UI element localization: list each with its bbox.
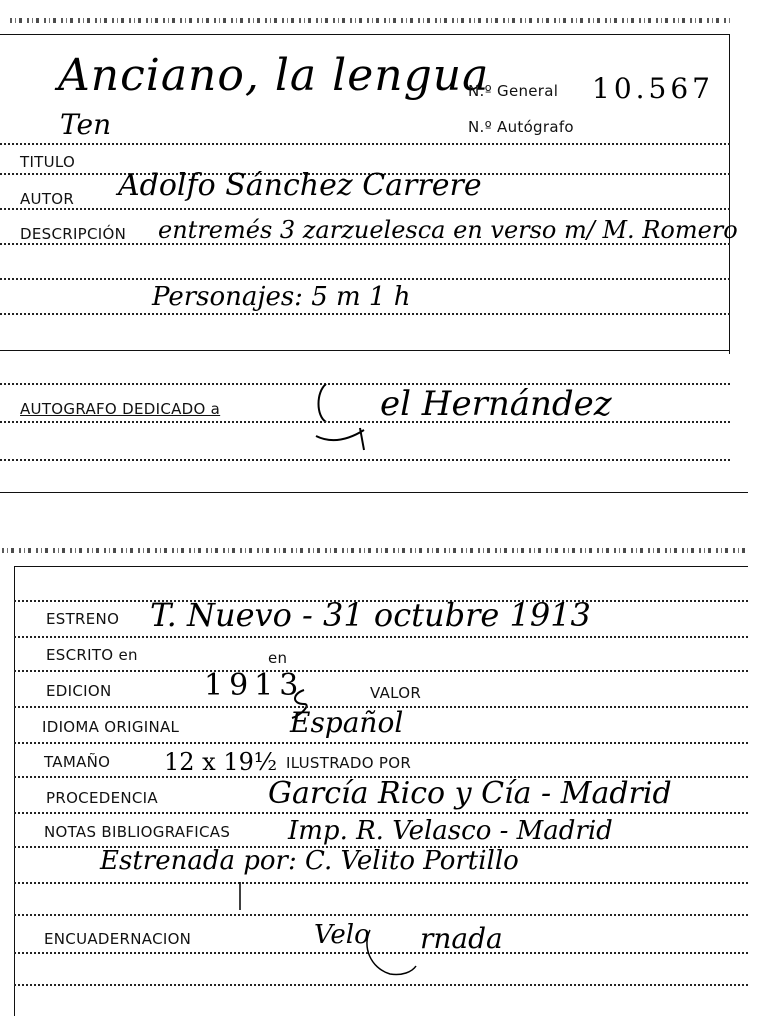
descripcion-value: entremés 3 zarzuelesca en verso m/ M. Romero [158, 216, 738, 244]
notas-value: Imp. R. Velasco - Madrid [288, 816, 613, 846]
rule [14, 882, 748, 884]
rule [0, 208, 730, 210]
handwritten-scribble [362, 922, 422, 980]
rule [14, 636, 748, 638]
autografo-number-label: N.º Autógrafo [468, 118, 574, 136]
idioma-value: Español [290, 706, 404, 739]
autor-value: Adolfo Sánchez Carrere [118, 168, 482, 203]
scan-edge-noise [10, 18, 730, 23]
escrito-en-label: en [268, 649, 288, 667]
edicion-label: EDICION [46, 682, 112, 700]
card-right-border [729, 34, 730, 354]
general-number-label: N.º General [468, 82, 559, 100]
edicion-value: 1913 [204, 668, 305, 703]
encuadernacion-label: ENCUADERNACION [44, 930, 192, 948]
rule [0, 278, 730, 280]
dedicado-value: el Hernández [380, 384, 612, 424]
catalog-card-top [0, 0, 759, 495]
card-left-border [14, 566, 15, 1016]
rule [14, 742, 748, 744]
rule [0, 459, 730, 461]
handwritten-title-continuation: Ten [60, 108, 112, 141]
general-number-value: 10.567 [592, 72, 714, 105]
rule [0, 350, 730, 351]
notas-value-line-2: Estrenada por: C. Velito Portillo [100, 846, 519, 876]
handwritten-scribble [312, 378, 372, 453]
idioma-label: IDIOMA ORIGINAL [42, 718, 180, 736]
encuadernacion-value: Velo [314, 920, 370, 950]
personajes-value: Personajes: 5 m 1 h [152, 282, 411, 312]
card-top-border [0, 34, 730, 35]
card-bottom-border [0, 492, 748, 493]
rule [14, 670, 748, 672]
estreno-value: T. Nuevo - 31 octubre 1913 [150, 596, 591, 634]
escrito-label: ESCRITO en [46, 646, 138, 664]
handwritten-title: Anciano, la lengua [58, 50, 490, 101]
notas-bibliograficas-label: NOTAS BIBLIOGRAFICAS [44, 823, 231, 841]
autor-label: AUTOR [20, 190, 75, 208]
procedencia-value: García Rico y Cía - Madrid [268, 776, 672, 811]
descripcion-label: DESCRIPCIÓN [20, 225, 127, 243]
estreno-label: ESTRENO [46, 610, 120, 628]
rule [14, 914, 748, 916]
rule [0, 421, 730, 423]
catalog-card-bottom [0, 540, 759, 1028]
rule [14, 984, 748, 986]
ilustrado-label: ILUSTRADO POR [286, 754, 412, 772]
autografo-dedicado-label: AUTOGRAFO DEDICADO a [20, 400, 221, 418]
rule [14, 952, 748, 954]
rule [0, 313, 730, 315]
rule [14, 812, 748, 814]
procedencia-label: PROCEDENCIA [46, 789, 158, 807]
tamano-label: TAMAÑO [44, 753, 111, 771]
valor-label: VALOR [370, 684, 422, 702]
encuadernacion-value-2: rnada [420, 922, 503, 955]
handwritten-mark [232, 880, 248, 916]
titulo-label: TITULO [20, 153, 76, 171]
rule [0, 143, 730, 145]
tamano-value: 12 x 19½ [164, 748, 278, 776]
card-top-border [14, 566, 748, 567]
rule [0, 243, 730, 245]
scan-edge-noise [2, 548, 748, 553]
